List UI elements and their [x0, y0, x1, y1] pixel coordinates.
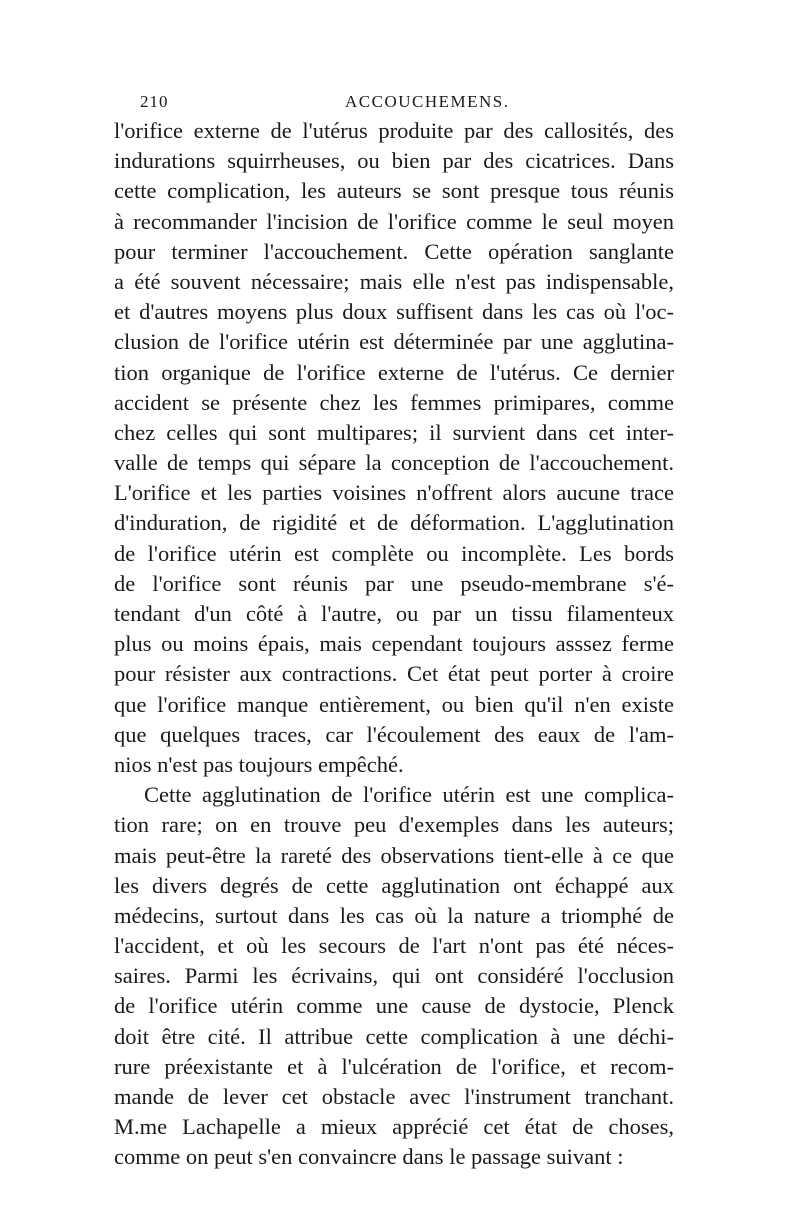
text-line: tion organique de l'orifice externe de l'utérus. Ce dernier [114, 359, 674, 385]
text-line: à recommander l'incision de l'orifice comme le seul moyen [114, 208, 674, 234]
text-line: pour terminer l'accouchement. Cette opération sanglante [114, 238, 674, 264]
text-line: que l'orifice manque entièrement, ou bien qu'il n'en existe [114, 691, 674, 717]
body-text [114, 116, 674, 1173]
text-line: clusion de l'orifice utérin est déterminée par une agglutina- [114, 329, 674, 355]
text-line: chez celles qui sont multipares; il survient dans cet inter- [114, 419, 674, 445]
running-title: ACCOUCHEMENS. [345, 92, 510, 111]
text-line: doit être cité. Il attribue cette complication à une déchi- [114, 1023, 674, 1049]
text-line: rure préexistante et à l'ulcération de l'orifice, et recom- [114, 1053, 674, 1079]
text-line: les divers degrés de cette agglutination ont échappé aux [114, 872, 674, 898]
text-line: plus ou moins épais, mais cependant toujours asssez ferme [114, 631, 674, 657]
text-line: mais peut-être la rareté des observations tient-elle à ce que [114, 842, 674, 868]
text-line: nios n'est pas toujours empêché. [114, 751, 404, 777]
text-line: de l'orifice sont réunis par une pseudo-membrane s'é- [114, 570, 674, 596]
text-line: mande de lever cet obstacle avec l'instrument tranchant. [114, 1084, 674, 1109]
text-line: M.me Lachapelle a mieux apprécié cet état de choses, [114, 1114, 674, 1140]
running-head [140, 92, 700, 116]
text-line: comme on peut s'en convaincre dans le passage suivant : [114, 1144, 624, 1170]
text-line: indurations squirrheuses, ou bien par des cicatrices. Dans [114, 148, 674, 174]
text-line: et d'autres moyens plus doux suffisent dans les cas où l'oc- [114, 299, 674, 325]
text-line: tion rare; on en trouve peu d'exemples dans les auteurs; [114, 812, 674, 838]
paragraph-1 [114, 116, 674, 780]
paragraph-2 [114, 780, 674, 1172]
page-number: 210 [140, 92, 169, 111]
text-line: accident se présente chez les femmes primipares, comme [114, 389, 674, 415]
text-line: que quelques traces, car l'écoulement des eaux de l'am- [114, 721, 674, 747]
text-line: d'induration, de rigidité et de déformation. L'agglutination [114, 510, 674, 536]
text-line: médecins, surtout dans les cas où la nature a triomphé de [114, 902, 674, 928]
text-line: cette complication, les auteurs se sont presque tous réunis [114, 178, 674, 204]
text-line: tendant d'un côté à l'autre, ou par un tissu filamenteux [114, 601, 674, 626]
text-line: a été souvent nécessaire; mais elle n'est pas indispensable, [114, 268, 674, 294]
text-line: de l'orifice utérin comme une cause de dystocie, Plenck [114, 993, 674, 1019]
text-line: pour résister aux contractions. Cet état peut porter à croire [114, 661, 674, 687]
text-line: L'orifice et les parties voisines n'offrent alors aucune trace [114, 480, 674, 506]
text-line: de l'orifice utérin est complète ou incomplète. Les bords [114, 540, 674, 566]
text-line: l'orifice externe de l'utérus produite par des callosités, des [114, 118, 674, 143]
text-line: saires. Parmi les écrivains, qui ont considéré l'occlusion [114, 963, 674, 989]
text-line: Cette agglutination de l'orifice utérin est une complica- [144, 782, 674, 808]
text-line: l'accident, et où les secours de l'art n'ont pas été néces- [114, 933, 674, 959]
text-line: valle de temps qui sépare la conception de l'accouchement. [114, 450, 674, 476]
